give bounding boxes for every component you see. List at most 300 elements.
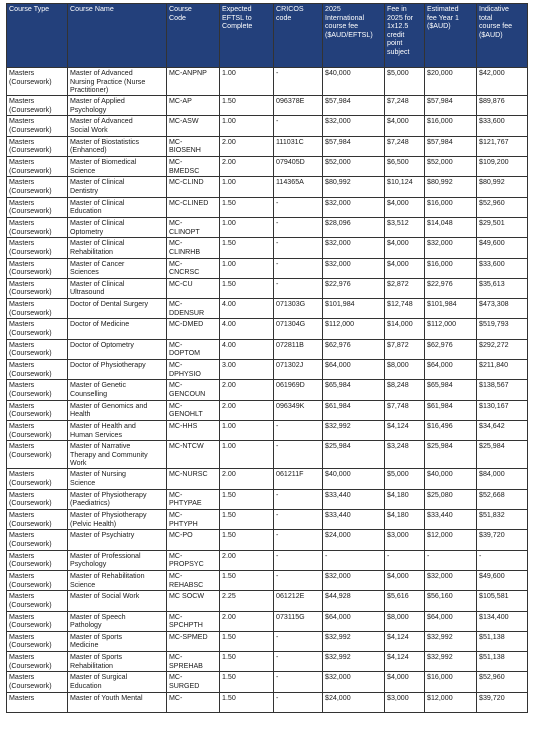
- cell-course-fee: $32,000: [323, 116, 385, 136]
- cell-course-fee: $24,000: [323, 692, 385, 712]
- header-subject-fee: Fee in 2025 for 1x12.5 credit point subject: [385, 4, 425, 68]
- cell-year1-fee: $25,080: [425, 489, 477, 509]
- cell-eftsl: 1.00: [220, 217, 274, 237]
- table-row: [7, 510, 528, 530]
- cell-year1-fee: $57,984: [425, 136, 477, 156]
- cell-year1-fee: $64,000: [425, 611, 477, 631]
- cell-cricos: -: [274, 550, 323, 570]
- cell-course-fee: $33,440: [323, 489, 385, 509]
- cell-eftsl: 1.50: [220, 530, 274, 550]
- cell-cricos: -: [274, 489, 323, 509]
- cell-course-code: MC-PO: [167, 530, 220, 550]
- table-row: [7, 197, 528, 217]
- table-row: [7, 591, 528, 611]
- header-course-type: Course Type: [7, 4, 68, 68]
- cell-subject-fee: $4,000: [385, 570, 425, 590]
- cell-year1-fee: $62,976: [425, 339, 477, 359]
- cell-year1-fee: $32,000: [425, 570, 477, 590]
- cell-course-code: MC-DMED: [167, 319, 220, 339]
- cell-eftsl: 3.00: [220, 360, 274, 380]
- cell-subject-fee: $8,000: [385, 360, 425, 380]
- cell-eftsl: 1.50: [220, 570, 274, 590]
- cell-subject-fee: $4,000: [385, 116, 425, 136]
- cell-course-type: Masters (Coursework): [7, 258, 68, 278]
- cell-course-type: Masters (Coursework): [7, 611, 68, 631]
- table-row: [7, 400, 528, 420]
- cell-course-type: Masters (Coursework): [7, 116, 68, 136]
- cell-course-code: MC- DDENSUR: [167, 299, 220, 319]
- cell-cricos: -: [274, 420, 323, 440]
- cell-subject-fee: $3,512: [385, 217, 425, 237]
- cell-course-fee: $32,000: [323, 258, 385, 278]
- cell-cricos: 061211F: [274, 469, 323, 489]
- cell-eftsl: 1.50: [220, 278, 274, 298]
- cell-cricos: 096349K: [274, 400, 323, 420]
- cell-course-name: Master of Advanced Social Work: [68, 116, 167, 136]
- cell-eftsl: 1.50: [220, 96, 274, 116]
- cell-course-code: MC- CNCRSC: [167, 258, 220, 278]
- course-fee-table: [6, 3, 528, 713]
- cell-course-type: Masters (Coursework): [7, 672, 68, 692]
- cell-eftsl: 1.00: [220, 420, 274, 440]
- cell-course-code: MC-ANPNP: [167, 68, 220, 96]
- cell-cricos: 071302J: [274, 360, 323, 380]
- cell-course-fee: $32,992: [323, 420, 385, 440]
- cell-cricos: 114365A: [274, 177, 323, 197]
- cell-course-type: Masters (Coursework): [7, 96, 68, 116]
- cell-course-type: Masters (Coursework): [7, 197, 68, 217]
- cell-course-code: MC- SPCHPTH: [167, 611, 220, 631]
- cell-total-fee: $130,167: [477, 400, 528, 420]
- cell-course-fee: $32,992: [323, 652, 385, 672]
- cell-course-type: Masters (Coursework): [7, 339, 68, 359]
- cell-course-name: Doctor of Physiotherapy: [68, 360, 167, 380]
- cell-subject-fee: $14,000: [385, 319, 425, 339]
- cell-year1-fee: $32,992: [425, 631, 477, 651]
- cell-course-code: MC- DPHYSIO: [167, 360, 220, 380]
- table-row: [7, 177, 528, 197]
- cell-course-type: Masters (Coursework): [7, 469, 68, 489]
- cell-total-fee: $105,581: [477, 591, 528, 611]
- cell-total-fee: $34,642: [477, 420, 528, 440]
- cell-course-type: Masters (Coursework): [7, 217, 68, 237]
- cell-subject-fee: $8,248: [385, 380, 425, 400]
- cell-subject-fee: $3,000: [385, 530, 425, 550]
- cell-subject-fee: $7,248: [385, 136, 425, 156]
- cell-eftsl: 2.00: [220, 469, 274, 489]
- cell-course-fee: $65,984: [323, 380, 385, 400]
- cell-course-code: MC- GENOHLT: [167, 400, 220, 420]
- cell-subject-fee: $4,000: [385, 238, 425, 258]
- cell-course-fee: $22,976: [323, 278, 385, 298]
- cell-total-fee: $39,720: [477, 692, 528, 712]
- cell-year1-fee: $33,440: [425, 510, 477, 530]
- cell-course-name: Master of Speech Pathology: [68, 611, 167, 631]
- table-row: [7, 570, 528, 590]
- cell-subject-fee: $4,124: [385, 420, 425, 440]
- cell-subject-fee: $8,000: [385, 611, 425, 631]
- cell-course-name: Master of Sports Medicine: [68, 631, 167, 651]
- cell-total-fee: $134,400: [477, 611, 528, 631]
- cell-cricos: -: [274, 197, 323, 217]
- cell-course-code: MC-CLINED: [167, 197, 220, 217]
- cell-total-fee: $109,200: [477, 157, 528, 177]
- cell-total-fee: $89,876: [477, 96, 528, 116]
- table-row: [7, 360, 528, 380]
- cell-subject-fee: $6,500: [385, 157, 425, 177]
- cell-eftsl: 2.00: [220, 136, 274, 156]
- cell-year1-fee: $80,992: [425, 177, 477, 197]
- cell-course-type: Masters (Coursework): [7, 238, 68, 258]
- cell-eftsl: 1.50: [220, 692, 274, 712]
- cell-subject-fee: $4,000: [385, 672, 425, 692]
- cell-course-fee: $64,000: [323, 360, 385, 380]
- cell-eftsl: 1.00: [220, 68, 274, 96]
- cell-year1-fee: $16,000: [425, 197, 477, 217]
- table-row: [7, 258, 528, 278]
- cell-course-name: Master of Professional Psychology: [68, 550, 167, 570]
- cell-eftsl: 1.50: [220, 489, 274, 509]
- cell-total-fee: $33,600: [477, 116, 528, 136]
- table-row: [7, 530, 528, 550]
- table-row: [7, 611, 528, 631]
- cell-year1-fee: -: [425, 550, 477, 570]
- cell-course-type: Masters (Coursework): [7, 136, 68, 156]
- header-row: [7, 4, 528, 68]
- cell-course-fee: $25,984: [323, 441, 385, 469]
- cell-total-fee: $80,992: [477, 177, 528, 197]
- cell-course-name: Master of Sports Rehabilitation: [68, 652, 167, 672]
- cell-total-fee: $473,308: [477, 299, 528, 319]
- cell-cricos: 071303G: [274, 299, 323, 319]
- cell-course-code: MC-ASW: [167, 116, 220, 136]
- cell-course-type: Masters (Coursework): [7, 177, 68, 197]
- cell-year1-fee: $56,160: [425, 591, 477, 611]
- cell-subject-fee: $5,000: [385, 68, 425, 96]
- cell-eftsl: 2.00: [220, 400, 274, 420]
- cell-total-fee: $49,600: [477, 570, 528, 590]
- cell-cricos: -: [274, 631, 323, 651]
- cell-course-code: MC- REHABSC: [167, 570, 220, 590]
- cell-course-code: MC- GENCOUN: [167, 380, 220, 400]
- cell-cricos: -: [274, 672, 323, 692]
- cell-year1-fee: $14,048: [425, 217, 477, 237]
- cell-total-fee: $52,668: [477, 489, 528, 509]
- cell-course-type: Masters: [7, 692, 68, 712]
- cell-cricos: 096378E: [274, 96, 323, 116]
- cell-subject-fee: $7,248: [385, 96, 425, 116]
- cell-course-type: Masters (Coursework): [7, 278, 68, 298]
- cell-year1-fee: $16,000: [425, 672, 477, 692]
- cell-course-type: Masters (Coursework): [7, 319, 68, 339]
- table-row: [7, 319, 528, 339]
- cell-cricos: 073115G: [274, 611, 323, 631]
- cell-course-name: Master of Physiotherapy (Paediatrics): [68, 489, 167, 509]
- cell-course-fee: $112,000: [323, 319, 385, 339]
- cell-cricos: -: [274, 68, 323, 96]
- table-row: [7, 631, 528, 651]
- cell-course-fee: $62,976: [323, 339, 385, 359]
- cell-course-fee: $44,928: [323, 591, 385, 611]
- cell-course-type: Masters (Coursework): [7, 652, 68, 672]
- cell-subject-fee: -: [385, 550, 425, 570]
- cell-course-fee: $32,000: [323, 238, 385, 258]
- table-row: [7, 652, 528, 672]
- table-row: [7, 157, 528, 177]
- cell-course-type: Masters (Coursework): [7, 360, 68, 380]
- cell-year1-fee: $32,000: [425, 238, 477, 258]
- cell-total-fee: $211,840: [477, 360, 528, 380]
- cell-course-name: Master of Clinical Ultrasound: [68, 278, 167, 298]
- cell-course-code: MC- CLINRHB: [167, 238, 220, 258]
- cell-total-fee: $49,600: [477, 238, 528, 258]
- cell-cricos: -: [274, 116, 323, 136]
- table-row: [7, 692, 528, 712]
- cell-course-name: Master of Youth Mental: [68, 692, 167, 712]
- cell-course-name: Master of Clinical Rehabilitation: [68, 238, 167, 258]
- cell-subject-fee: $4,124: [385, 631, 425, 651]
- cell-course-fee: $101,984: [323, 299, 385, 319]
- cell-year1-fee: $112,000: [425, 319, 477, 339]
- cell-course-code: MC- SPREHAB: [167, 652, 220, 672]
- cell-total-fee: $519,793: [477, 319, 528, 339]
- cell-total-fee: $52,960: [477, 672, 528, 692]
- cell-course-name: Master of Clinical Optometry: [68, 217, 167, 237]
- cell-subject-fee: $2,872: [385, 278, 425, 298]
- cell-subject-fee: $4,180: [385, 510, 425, 530]
- cell-total-fee: $292,272: [477, 339, 528, 359]
- cell-year1-fee: $22,976: [425, 278, 477, 298]
- cell-course-type: Masters (Coursework): [7, 157, 68, 177]
- cell-total-fee: $25,984: [477, 441, 528, 469]
- table-row: [7, 278, 528, 298]
- table-row: [7, 550, 528, 570]
- cell-course-code: MC-HHS: [167, 420, 220, 440]
- cell-year1-fee: $12,000: [425, 692, 477, 712]
- cell-eftsl: 1.50: [220, 631, 274, 651]
- cell-course-name: Doctor of Medicine: [68, 319, 167, 339]
- cell-total-fee: $29,501: [477, 217, 528, 237]
- cell-eftsl: 1.00: [220, 177, 274, 197]
- cell-cricos: 061969D: [274, 380, 323, 400]
- cell-total-fee: $84,000: [477, 469, 528, 489]
- cell-course-code: MC SOCW: [167, 591, 220, 611]
- cell-year1-fee: $16,000: [425, 116, 477, 136]
- cell-total-fee: $42,000: [477, 68, 528, 96]
- cell-course-code: MC- PHTYPAE: [167, 489, 220, 509]
- cell-course-name: Master of Psychiatry: [68, 530, 167, 550]
- cell-subject-fee: $3,000: [385, 692, 425, 712]
- cell-course-name: Master of Biomedical Science: [68, 157, 167, 177]
- cell-eftsl: 2.00: [220, 550, 274, 570]
- cell-course-name: Master of Genomics and Health: [68, 400, 167, 420]
- table-row: [7, 420, 528, 440]
- cell-year1-fee: $32,992: [425, 652, 477, 672]
- cell-course-code: MC- PROPSYC: [167, 550, 220, 570]
- cell-eftsl: 1.50: [220, 652, 274, 672]
- table-row: [7, 68, 528, 96]
- table-row: [7, 441, 528, 469]
- table-row: [7, 672, 528, 692]
- cell-course-name: Master of Narrative Therapy and Community Work: [68, 441, 167, 469]
- cell-course-fee: -: [323, 550, 385, 570]
- table-row: [7, 469, 528, 489]
- cell-course-name: Master of Health and Human Services: [68, 420, 167, 440]
- cell-course-type: Masters (Coursework): [7, 400, 68, 420]
- cell-eftsl: 1.50: [220, 197, 274, 217]
- cell-subject-fee: $7,748: [385, 400, 425, 420]
- cell-course-fee: $61,984: [323, 400, 385, 420]
- cell-course-type: Masters (Coursework): [7, 68, 68, 96]
- cell-eftsl: 1.50: [220, 238, 274, 258]
- cell-year1-fee: $57,984: [425, 96, 477, 116]
- cell-total-fee: $52,960: [477, 197, 528, 217]
- cell-course-type: Masters (Coursework): [7, 489, 68, 509]
- cell-course-fee: $32,000: [323, 570, 385, 590]
- cell-course-code: MC-SPMED: [167, 631, 220, 651]
- header-total-fee: Indicative total course fee ($AUD): [477, 4, 528, 68]
- header-course-code: Course Code: [167, 4, 220, 68]
- cell-course-type: Masters (Coursework): [7, 631, 68, 651]
- cell-total-fee: $51,832: [477, 510, 528, 530]
- cell-eftsl: 2.00: [220, 380, 274, 400]
- cell-course-name: Master of Applied Psychology: [68, 96, 167, 116]
- cell-year1-fee: $61,984: [425, 400, 477, 420]
- cell-course-name: Master of Surgical Education: [68, 672, 167, 692]
- cell-course-name: Master of Cancer Sciences: [68, 258, 167, 278]
- cell-cricos: -: [274, 652, 323, 672]
- cell-course-fee: $33,440: [323, 510, 385, 530]
- cell-course-code: MC- PHTYPH: [167, 510, 220, 530]
- cell-course-name: Master of Clinical Dentistry: [68, 177, 167, 197]
- table-row: [7, 217, 528, 237]
- cell-subject-fee: $4,000: [385, 258, 425, 278]
- cell-course-type: Masters (Coursework): [7, 550, 68, 570]
- cell-cricos: -: [274, 217, 323, 237]
- cell-subject-fee: $12,748: [385, 299, 425, 319]
- cell-subject-fee: $4,180: [385, 489, 425, 509]
- cell-year1-fee: $16,496: [425, 420, 477, 440]
- cell-course-code: MC-NURSC: [167, 469, 220, 489]
- cell-subject-fee: $10,124: [385, 177, 425, 197]
- table-row: [7, 136, 528, 156]
- cell-course-type: Masters (Coursework): [7, 570, 68, 590]
- cell-year1-fee: $20,000: [425, 68, 477, 96]
- cell-cricos: 072811B: [274, 339, 323, 359]
- cell-total-fee: -: [477, 550, 528, 570]
- cell-course-fee: $52,000: [323, 157, 385, 177]
- cell-course-fee: $24,000: [323, 530, 385, 550]
- cell-course-code: MC-: [167, 692, 220, 712]
- cell-eftsl: 1.00: [220, 441, 274, 469]
- cell-cricos: 061212E: [274, 591, 323, 611]
- cell-course-code: MC-NTCW: [167, 441, 220, 469]
- cell-eftsl: 1.50: [220, 510, 274, 530]
- table-row: [7, 380, 528, 400]
- cell-course-fee: $32,992: [323, 631, 385, 651]
- table-row: [7, 489, 528, 509]
- cell-course-fee: $32,000: [323, 672, 385, 692]
- cell-total-fee: $51,138: [477, 652, 528, 672]
- cell-eftsl: 1.00: [220, 116, 274, 136]
- cell-subject-fee: $5,616: [385, 591, 425, 611]
- cell-course-fee: $40,000: [323, 469, 385, 489]
- cell-course-name: Master of Social Work: [68, 591, 167, 611]
- cell-course-type: Masters (Coursework): [7, 299, 68, 319]
- table-row: [7, 96, 528, 116]
- table-row: [7, 339, 528, 359]
- cell-course-fee: $64,000: [323, 611, 385, 631]
- cell-cricos: -: [274, 238, 323, 258]
- cell-course-fee: $80,992: [323, 177, 385, 197]
- cell-eftsl: 1.50: [220, 672, 274, 692]
- cell-course-name: Doctor of Dental Surgery: [68, 299, 167, 319]
- cell-course-fee: $57,984: [323, 136, 385, 156]
- cell-eftsl: 1.00: [220, 258, 274, 278]
- cell-subject-fee: $4,124: [385, 652, 425, 672]
- cell-course-name: Master of Rehabilitation Science: [68, 570, 167, 590]
- cell-cricos: 111031C: [274, 136, 323, 156]
- cell-course-fee: $32,000: [323, 197, 385, 217]
- cell-course-type: Masters (Coursework): [7, 591, 68, 611]
- cell-total-fee: $51,138: [477, 631, 528, 651]
- cell-eftsl: 4.00: [220, 339, 274, 359]
- cell-year1-fee: $101,984: [425, 299, 477, 319]
- cell-eftsl: 2.00: [220, 611, 274, 631]
- cell-year1-fee: $16,000: [425, 258, 477, 278]
- header-eftsl: Expected EFTSL to Complete: [220, 4, 274, 68]
- cell-course-type: Masters (Coursework): [7, 380, 68, 400]
- table-row: [7, 299, 528, 319]
- cell-course-type: Masters (Coursework): [7, 420, 68, 440]
- cell-course-name: Master of Physiotherapy (Pelvic Health): [68, 510, 167, 530]
- cell-eftsl: 2.25: [220, 591, 274, 611]
- cell-year1-fee: $64,000: [425, 360, 477, 380]
- header-course-fee: 2025 International course fee ($AUD/EFTSL): [323, 4, 385, 68]
- table-header: [7, 4, 528, 68]
- cell-course-code: MC-CLIND: [167, 177, 220, 197]
- cell-course-code: MC- DOPTOM: [167, 339, 220, 359]
- cell-course-name: Master of Nursing Science: [68, 469, 167, 489]
- cell-year1-fee: $40,000: [425, 469, 477, 489]
- cell-course-code: MC- BMEDSC: [167, 157, 220, 177]
- cell-cricos: 071304G: [274, 319, 323, 339]
- cell-cricos: -: [274, 510, 323, 530]
- cell-course-code: MC- BIOSENH: [167, 136, 220, 156]
- cell-course-fee: $40,000: [323, 68, 385, 96]
- header-course-name: Course Name: [68, 4, 167, 68]
- cell-total-fee: $35,613: [477, 278, 528, 298]
- cell-subject-fee: $5,000: [385, 469, 425, 489]
- cell-course-type: Masters (Coursework): [7, 530, 68, 550]
- cell-cricos: -: [274, 692, 323, 712]
- cell-eftsl: 4.00: [220, 319, 274, 339]
- cell-year1-fee: $52,000: [425, 157, 477, 177]
- table-body: [7, 68, 528, 713]
- cell-course-name: Doctor of Optometry: [68, 339, 167, 359]
- cell-course-fee: $28,096: [323, 217, 385, 237]
- cell-subject-fee: $7,872: [385, 339, 425, 359]
- cell-course-code: MC- CLINOPT: [167, 217, 220, 237]
- cell-course-code: MC-CU: [167, 278, 220, 298]
- cell-subject-fee: $4,000: [385, 197, 425, 217]
- cell-total-fee: $33,600: [477, 258, 528, 278]
- cell-course-fee: $57,984: [323, 96, 385, 116]
- cell-cricos: -: [274, 441, 323, 469]
- cell-cricos: -: [274, 570, 323, 590]
- cell-course-code: MC-AP: [167, 96, 220, 116]
- cell-total-fee: $121,767: [477, 136, 528, 156]
